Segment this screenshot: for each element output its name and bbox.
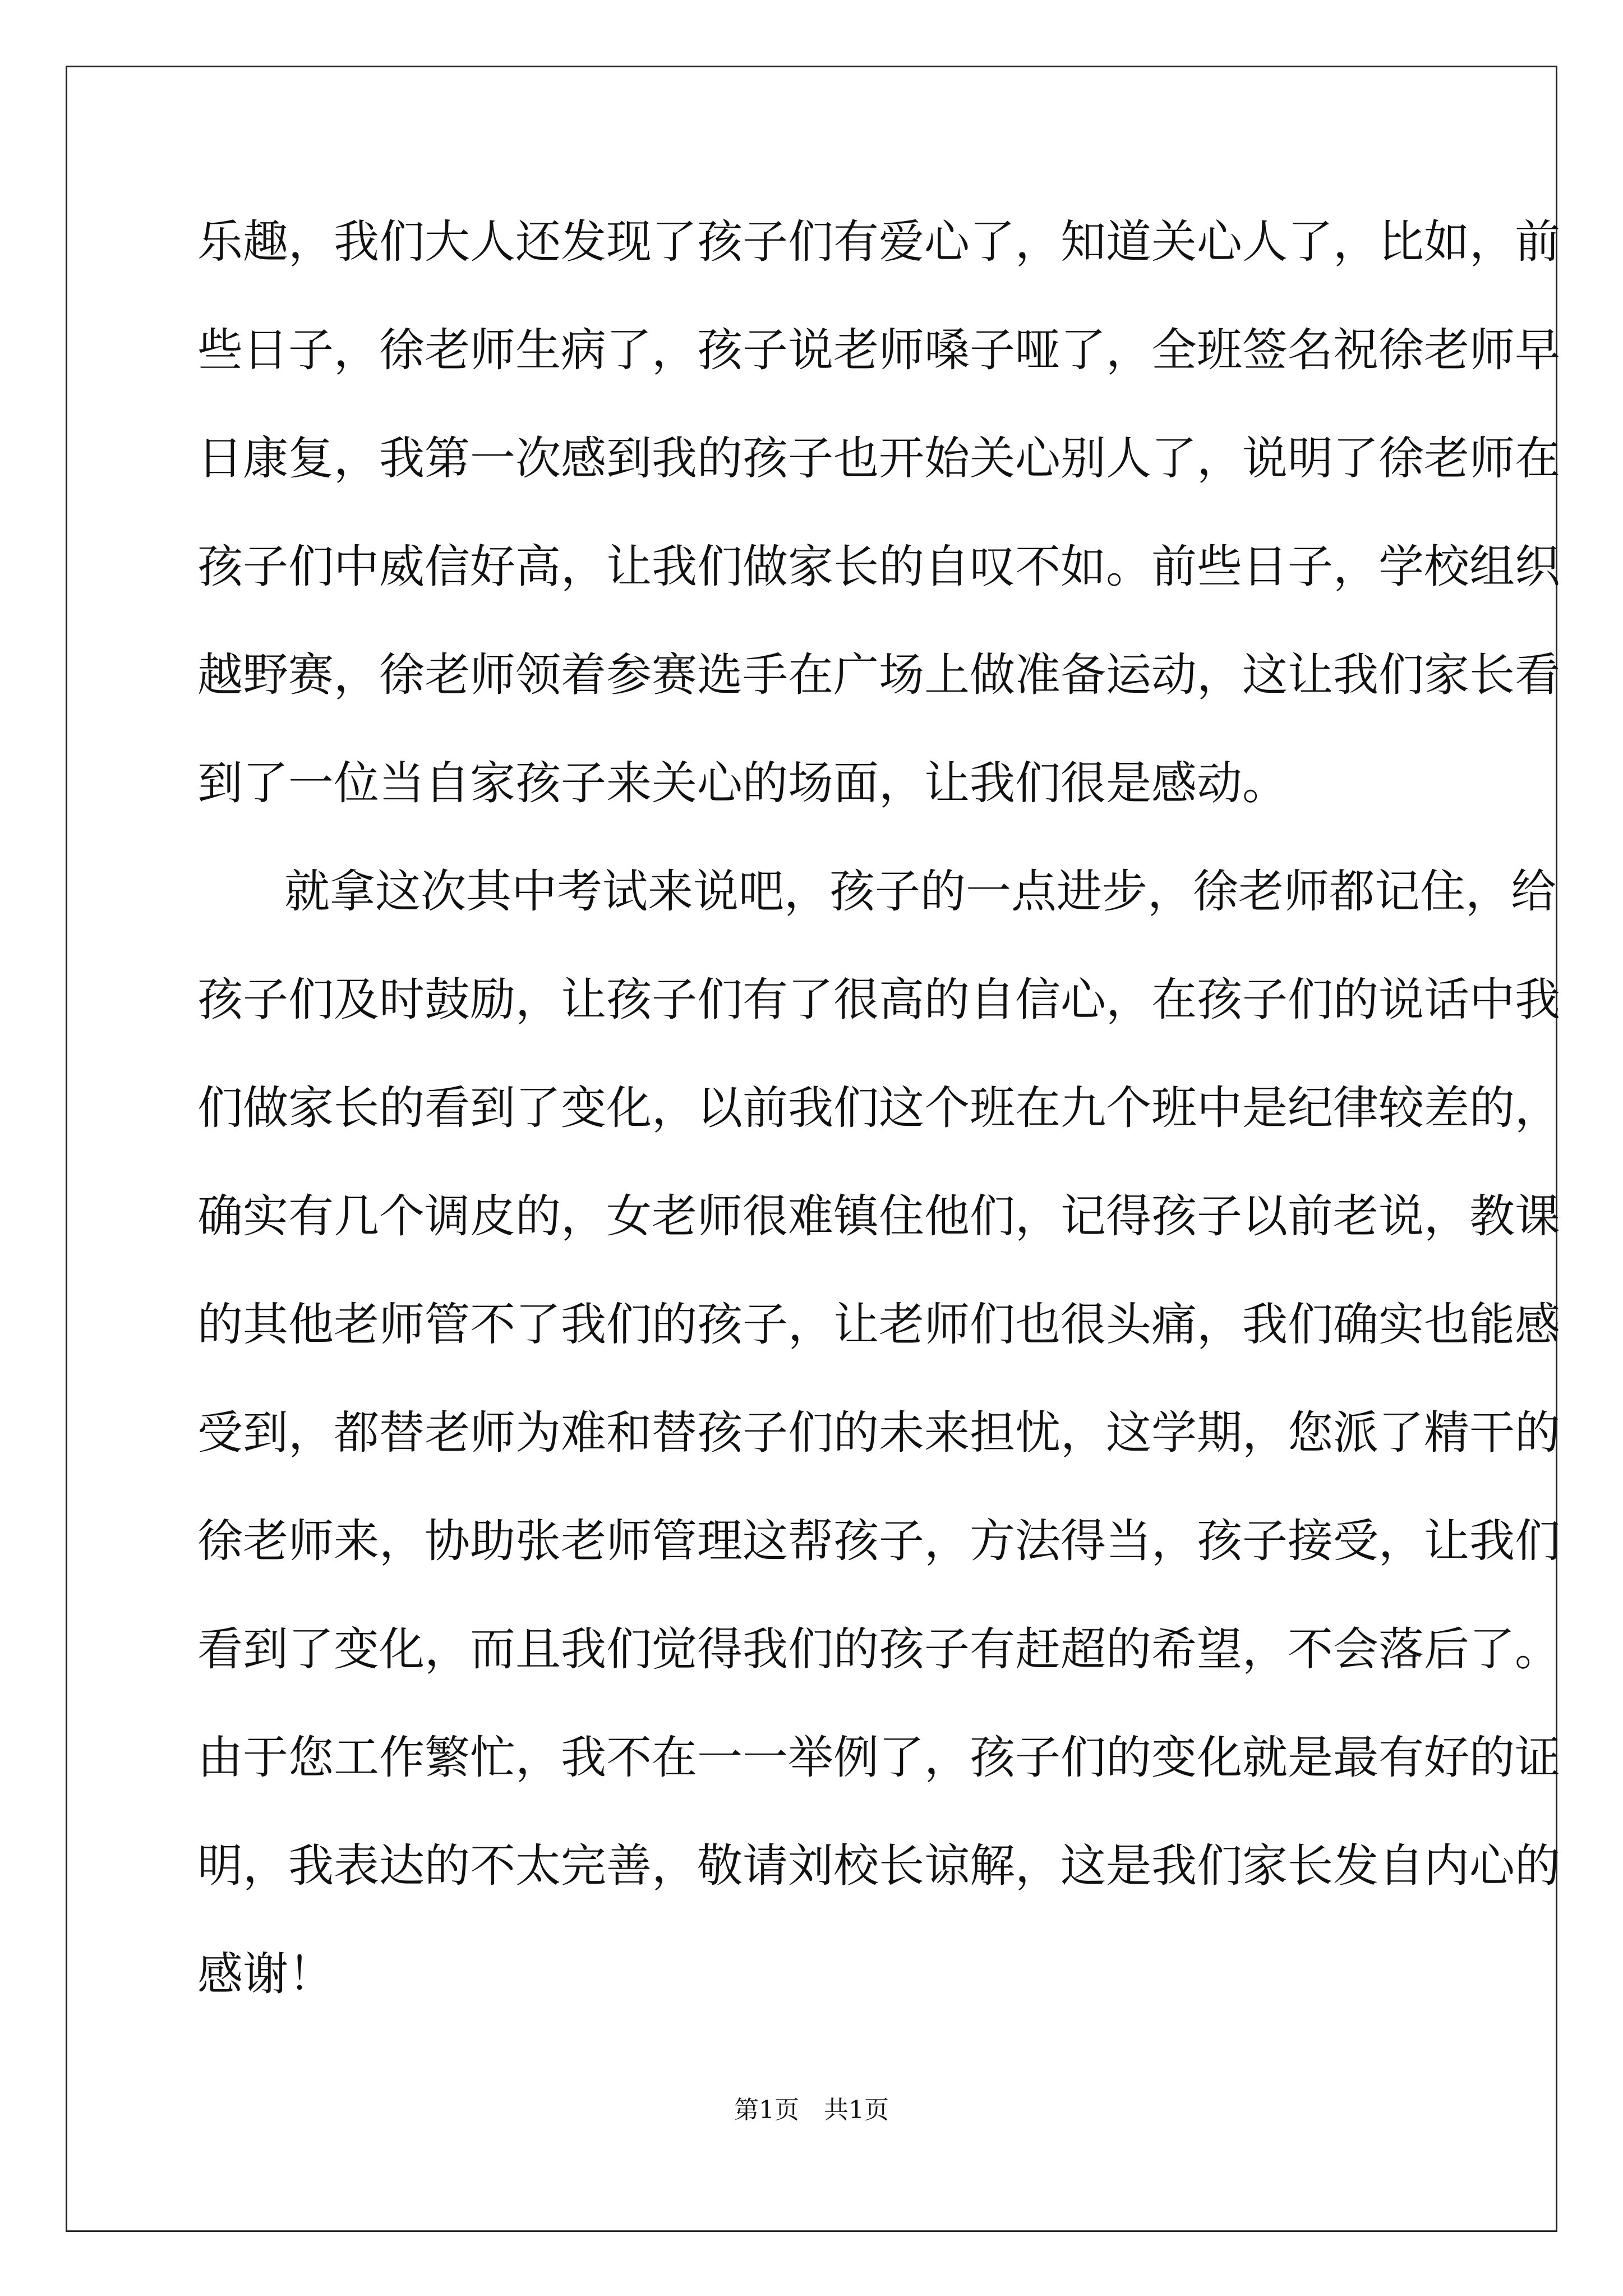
text-line: 徐老师来，协助张老师管理这帮孩子，方法得当，孩子接受，让我们 xyxy=(197,1515,1561,1568)
text-line: 乐趣，我们大人还发现了孩子们有爱心了，知道关心人了，比如，前 xyxy=(197,216,1561,269)
page-number: 第1页 共1页 xyxy=(734,2096,889,2124)
text-line: 明，我表达的不太完善，敬请刘校长谅解，这是我们家长发自内心的 xyxy=(197,1840,1561,1893)
text-line: 孩子们及时鼓励，让孩子们有了很高的自信心，在孩子们的说话中我 xyxy=(197,974,1561,1027)
text-line: 就拿这次其中考试来说吧，孩子的一点进步，徐老师都记住，给 xyxy=(284,866,1557,918)
text-line: 孩子们中威信好高，让我们做家长的自叹不如。前些日子，学校组织 xyxy=(197,541,1561,593)
text-line: 受到，都替老师为难和替孩子们的未来担忧，这学期，您派了精干的 xyxy=(197,1407,1561,1460)
text-line: 的其他老师管不了我们的孩子，让老师们也很头痛，我们确实也能感 xyxy=(197,1299,1561,1351)
text-line: 感谢！ xyxy=(197,1948,334,2001)
text-line: 们做家长的看到了变化，以前我们这个班在九个班中是纪律较差的， xyxy=(197,1082,1561,1135)
text-line: 看到了变化，而且我们觉得我们的孩子有赶超的希望，不会落后了。 xyxy=(197,1623,1561,1676)
text-line: 由于您工作繁忙，我不在一一举例了，孩子们的变化就是最有好的证 xyxy=(197,1732,1561,1784)
text-line: 到了一位当自家孩子来关心的场面，让我们很是感动。 xyxy=(197,757,1288,810)
text-line: 日康复，我第一次感到我的孩子也开始关心别人了，说明了徐老师在 xyxy=(197,432,1561,485)
page-border xyxy=(66,66,1561,2232)
text-line: 确实有几个调皮的，女老师很难镇住他们，记得孩子以前老说，教课 xyxy=(197,1190,1561,1243)
text-line: 越野赛，徐老师领着参赛选手在广场上做准备运动，这让我们家长看 xyxy=(197,649,1561,702)
text-line: 些日子，徐老师生病了，孩子说老师嗓子哑了，全班签名祝徐老师早 xyxy=(197,324,1561,377)
